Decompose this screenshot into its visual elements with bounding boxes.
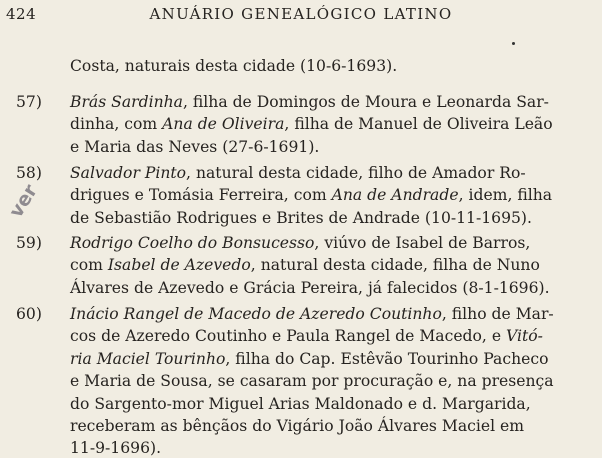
italic-name: Rodrigo Coelho do Bonsucesso [70,234,315,252]
text-segment: , idem, filha [458,186,553,205]
italic-name: Inácio Rangel de Macedo de Azeredo Coutinho [70,305,442,323]
text-segment: , filha de Manuel de Oliveira Leão [284,115,553,134]
page-header [0,5,602,29]
text-segment: do Sargento-mor Miguel Arias Maldonado e d. Margarida, [70,394,531,413]
entry-line [70,255,540,275]
entry-line [70,416,524,436]
running-head: ANUÁRIO GENEALÓGICO LATINO [149,5,453,23]
entry-line [70,208,532,228]
entry-number: 57) [16,93,42,111]
entry-line [70,233,530,253]
entry-number: 58) [16,164,42,182]
text-segment: cos de Azeredo Coutinho e Paula Rangel de Macedo, e [70,327,507,346]
entry-line [70,92,549,112]
entry-line [70,394,531,414]
entry-line [70,185,552,205]
italic-name: Ana de Oliveira [162,115,285,134]
entry-line [70,163,526,183]
text-segment: drigues e Tomásia Ferreira, com [70,186,332,205]
text-segment: , natural desta cidade, filha de Nuno [250,256,540,275]
italic-name: Isabel de Azevedo [107,256,251,275]
italic-name: Salvador Pinto [70,164,187,182]
text-segment: 11-9-1696). [70,439,162,458]
ink-dot [512,42,515,45]
page-number: 424 [6,5,37,23]
entry-number: 60) [16,305,42,323]
entry-line [70,438,161,458]
continuation-line: Costa, naturais desta cidade (10-6-1693). [70,57,398,75]
entry-line [70,304,554,324]
entry-line [70,349,548,369]
italic-name: Vitó- [506,327,543,346]
text-segment: , filha do Cap. Estêvão Tourinho Pacheco [225,349,549,368]
entry-line [70,326,543,346]
text-segment: , filho de Mar- [441,305,554,323]
italic-name: Ana de Andrade [331,186,459,205]
text-segment: receberam as bênçãos do Vigário João Álvares Maciel em [70,417,525,435]
text-segment: e Maria de Sousa, se casaram por procuração e, na presença [70,372,554,391]
italic-name: Brás Sardinha [70,93,183,111]
handwritten-margin-note: ver [5,180,43,222]
text-segment: e Maria das Neves (27-6-1691). [70,137,320,156]
text-segment: com [70,256,108,275]
text-segment: dinha, com [70,115,163,134]
entry-line [70,278,550,298]
text-segment: Álvares de Azevedo e Grácia Pereira, já falecidos (8-1-1696). [70,278,550,297]
text-segment: , viúvo de Isabel de Barros, [314,234,531,252]
text-segment: , natural desta cidade, filho de Amador Ro- [186,164,526,182]
entry-line [70,114,553,134]
entry-line [70,371,554,391]
entry-line [70,137,319,157]
text-segment: de Sebastião Rodrigues e Brites de Andrade (10-11-1695). [70,208,532,227]
italic-name: ria Maciel Tourinho [70,349,226,368]
entry-number: 59) [16,234,42,252]
text-segment: , filha de Domingos de Moura e Leonarda Sar- [182,93,549,111]
